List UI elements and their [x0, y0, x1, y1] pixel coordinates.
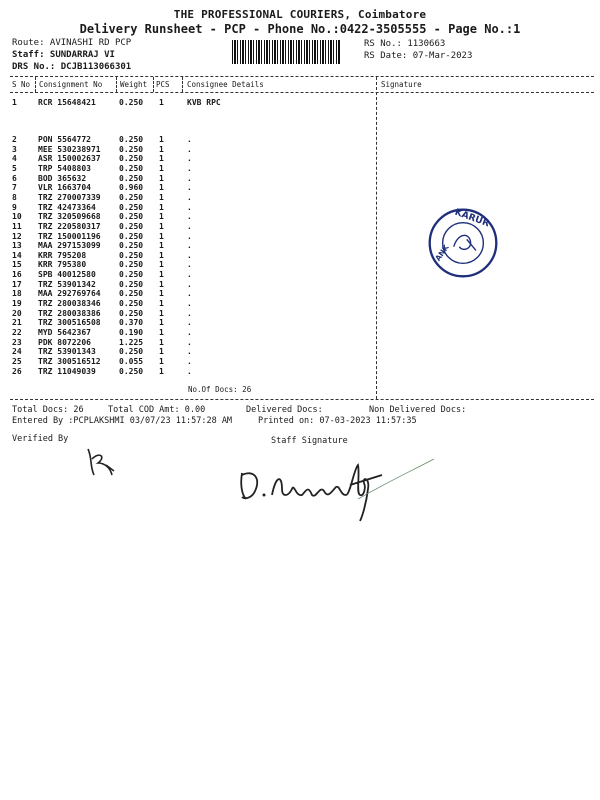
row-consignee-details: .: [187, 250, 192, 260]
row-consignee-details: .: [187, 328, 192, 337]
row-consignment-no: TRZ 280038346: [38, 299, 101, 309]
row-pcs: 1: [159, 328, 164, 337]
row-pcs: 1: [159, 212, 164, 222]
row-consignment-no: TRZ 320509668: [38, 212, 101, 222]
row-consignee-details: .: [187, 135, 192, 144]
table-row: [0, 212, 600, 222]
row-consignment-no: TRP 5408803: [38, 163, 91, 173]
row-pcs: 1: [159, 183, 164, 193]
row-weight: 0.055: [119, 356, 144, 366]
table-row: [0, 98, 600, 108]
col-weight-header: Weight: [120, 80, 148, 89]
row-consignment-no: TRZ 220580317: [38, 221, 101, 231]
table-row: [0, 183, 600, 193]
row-sno: 16: [12, 270, 22, 280]
rs-date: RS Date: 07-Mar-2023: [364, 51, 473, 61]
row-consignee-details: .: [187, 347, 192, 357]
row-consignment-no: TRZ 300516508: [38, 318, 101, 328]
row-weight: 0.250: [119, 163, 144, 173]
table-row: [0, 347, 600, 357]
row-consignee-details: .: [187, 202, 192, 212]
row-weight: 0.250: [119, 279, 144, 289]
row-consignment-no: RCR 15648421: [38, 98, 96, 107]
row-sno: 17: [12, 279, 22, 289]
row-weight: 0.250: [119, 98, 144, 107]
row-consignee-details: .: [187, 212, 192, 222]
row-sno: 2: [12, 135, 17, 144]
table-row: [0, 222, 600, 232]
row-sno: 13: [12, 241, 22, 251]
rs-number: RS No.: 1130663: [364, 39, 446, 49]
row-pcs: 1: [159, 163, 164, 173]
row-sno: 20: [12, 308, 22, 318]
row-sno: 11: [12, 221, 22, 231]
row-sno: 15: [12, 260, 22, 270]
row-pcs: 1: [159, 366, 164, 376]
row-weight: 0.250: [119, 250, 144, 260]
row-weight: 0.370: [119, 318, 144, 328]
row-weight: 0.250: [119, 144, 144, 154]
staff-label: Staff: SUNDARRAJ VI: [12, 50, 115, 60]
row-weight: 0.250: [119, 135, 144, 144]
row-consignment-no: TRZ 53901342: [38, 279, 96, 289]
route-label: Route: AVINASHI RD PCP: [12, 38, 132, 48]
delivered-docs: Delivered Docs:: [246, 405, 323, 415]
row-weight: 1.225: [119, 337, 144, 347]
column-header-rule: [10, 92, 594, 93]
row-weight: 0.250: [119, 289, 144, 299]
header-rule: [10, 76, 594, 77]
row-consignee-details: KVB RPC: [187, 98, 221, 107]
row-consignee-details: .: [187, 241, 192, 251]
row-pcs: 1: [159, 144, 164, 154]
row-consignee-details: .: [187, 299, 192, 309]
row-consignee-details: .: [187, 366, 192, 376]
row-weight: 0.250: [119, 202, 144, 212]
row-sno: 4: [12, 154, 17, 164]
table-row: [0, 318, 600, 328]
row-sno: 6: [12, 173, 17, 183]
row-weight: 0.250: [119, 260, 144, 270]
table-row: [0, 251, 600, 261]
table-row: [0, 328, 600, 338]
row-consignment-no: TRZ 300516512: [38, 356, 101, 366]
row-pcs: 1: [159, 347, 164, 357]
row-weight: 0.250: [119, 299, 144, 309]
col-pcs-header: PCS: [156, 80, 170, 89]
table-row: [0, 154, 600, 164]
table-row: [0, 135, 600, 145]
table-row: [0, 309, 600, 319]
table-row: [0, 193, 600, 203]
row-consignment-no: KRR 795208: [38, 250, 87, 260]
staff-signature-mark: [232, 455, 437, 525]
table-bottom-rule: [10, 399, 594, 400]
svg-text:ANK: ANK: [433, 243, 451, 263]
row-weight: 0.960: [119, 183, 144, 193]
row-pcs: 1: [159, 308, 164, 318]
row-sno: 21: [12, 318, 22, 328]
row-weight: 0.250: [119, 173, 144, 183]
row-consignment-no: KRR 795380: [38, 260, 87, 270]
row-sno: 1: [12, 98, 17, 107]
table-row: [0, 174, 600, 184]
row-consignee-details: .: [187, 163, 192, 173]
row-sno: 14: [12, 250, 22, 260]
row-weight: 0.250: [119, 221, 144, 231]
table-row: [0, 299, 600, 309]
row-sno: 10: [12, 212, 22, 222]
row-pcs: 1: [159, 221, 164, 231]
row-consignment-no: VLR 1663704: [38, 183, 91, 193]
total-docs: Total Docs: 26: [12, 405, 84, 415]
karur-stamp: [426, 206, 500, 280]
row-consignment-no: MEE 530238971: [38, 144, 101, 154]
row-sno: 25: [12, 356, 22, 366]
table-row: [0, 145, 600, 155]
table-row: [0, 367, 600, 377]
row-pcs: 1: [159, 289, 164, 299]
row-pcs: 1: [159, 192, 164, 202]
total-cod: Total COD Amt: 0.00: [108, 405, 206, 415]
row-pcs: 1: [159, 260, 164, 270]
row-pcs: 1: [159, 356, 164, 366]
row-pcs: 1: [159, 231, 164, 241]
barcode-graphic: [232, 40, 340, 64]
row-weight: 0.250: [119, 231, 144, 241]
row-sno: 7: [12, 183, 17, 193]
table-row: [0, 232, 600, 242]
row-pcs: 1: [159, 279, 164, 289]
row-consignee-details: .: [187, 356, 192, 366]
row-pcs: 1: [159, 98, 164, 107]
verified-by-label: Verified By: [12, 434, 69, 444]
row-consignment-no: ASR 150002637: [38, 154, 101, 164]
table-row: [0, 203, 600, 213]
row-consignee-details: .: [187, 231, 192, 241]
company-name: THE PROFESSIONAL COURIERS, Coimbatore: [173, 8, 427, 21]
row-consignment-no: MAA 297153099: [38, 241, 101, 251]
row-consignee-details: .: [187, 154, 192, 164]
row-pcs: 1: [159, 202, 164, 212]
no-of-docs: No.Of Docs: 26: [188, 385, 252, 394]
row-weight: 0.250: [119, 347, 144, 357]
row-consignment-no: TRZ 150001196: [38, 231, 101, 241]
row-weight: 0.250: [119, 241, 144, 251]
row-weight: 0.250: [119, 270, 144, 280]
row-weight: 0.250: [119, 366, 144, 376]
table-row: [0, 241, 600, 251]
row-consignee-details: .: [187, 318, 192, 328]
staff-signature-label: Staff Signature: [271, 436, 348, 446]
row-consignment-no: TRZ 270007339: [38, 192, 101, 202]
row-weight: 0.190: [119, 328, 144, 337]
row-consignment-no: BOD 365632: [38, 173, 87, 183]
row-sno: 22: [12, 328, 22, 337]
row-consignment-no: PON 5564772: [38, 135, 91, 144]
row-weight: 0.250: [119, 154, 144, 164]
table-row: [0, 270, 600, 280]
table-row: [0, 260, 600, 270]
drs-number: DRS No.: DCJB113066301: [12, 62, 132, 72]
non-delivered-docs: Non Delivered Docs:: [369, 405, 467, 415]
row-weight: 0.250: [119, 192, 144, 202]
row-consignee-details: .: [187, 183, 192, 193]
row-consignment-no: TRZ 53901343: [38, 347, 96, 357]
row-pcs: 1: [159, 173, 164, 183]
row-consignment-no: SPB 40012580: [38, 270, 96, 280]
row-sno: 24: [12, 347, 22, 357]
runsheet-title: Delivery Runsheet - PCP - Phone No.:0422-3505555 - Page No.:1: [79, 22, 521, 36]
row-consignee-details: .: [187, 289, 192, 299]
row-sno: 19: [12, 299, 22, 309]
row-consignee-details: .: [187, 173, 192, 183]
row-sno: 8: [12, 192, 17, 202]
row-consignment-no: TRZ 42473364: [38, 202, 96, 212]
row-pcs: 1: [159, 135, 164, 144]
row-consignee-details: .: [187, 260, 192, 270]
row-sno: 9: [12, 202, 17, 212]
row-sno: 18: [12, 289, 22, 299]
table-row: [0, 164, 600, 174]
svg-text:KARUR: KARUR: [453, 206, 491, 230]
row-pcs: 1: [159, 154, 164, 164]
table-row: [0, 338, 600, 348]
row-pcs: 1: [159, 318, 164, 328]
row-sno: 23: [12, 337, 22, 347]
row-pcs: 1: [159, 299, 164, 309]
table-row: [0, 289, 600, 299]
row-weight: 0.250: [119, 308, 144, 318]
row-sno: 3: [12, 144, 17, 154]
row-consignment-no: PDK 8072206: [38, 337, 91, 347]
row-pcs: 1: [159, 270, 164, 280]
row-weight: 0.250: [119, 212, 144, 222]
table-row: [0, 280, 600, 290]
row-pcs: 1: [159, 241, 164, 251]
row-consignee-details: .: [187, 221, 192, 231]
col-sno-header: S No: [12, 80, 31, 89]
row-consignment-no: TRZ 280038386: [38, 308, 101, 318]
row-sno: 12: [12, 231, 22, 241]
row-sno: 26: [12, 366, 22, 376]
row-consignee-details: .: [187, 270, 192, 280]
printed-on: Printed on: 07-03-2023 11:57:35: [258, 416, 417, 426]
verified-by-signature: [84, 445, 120, 481]
row-sno: 5: [12, 163, 17, 173]
row-consignee-details: .: [187, 279, 192, 289]
row-consignment-no: MYD 5642367: [38, 328, 91, 337]
row-consignee-details: .: [187, 337, 192, 347]
entered-by: Entered By :PCPLAKSHMI 03/07/23 11:57:28 AM: [12, 416, 233, 426]
col-consignment-header: Consignment No: [39, 80, 103, 89]
row-consignee-details: .: [187, 144, 192, 154]
row-pcs: 1: [159, 250, 164, 260]
row-pcs: 1: [159, 337, 164, 347]
col-signature-header: Signature: [381, 80, 422, 89]
row-consignment-no: TRZ 11049039: [38, 366, 96, 376]
row-consignee-details: .: [187, 192, 192, 202]
table-row: [0, 357, 600, 367]
col-details-header: Consignee Details: [187, 80, 264, 89]
row-consignment-no: MAA 292769764: [38, 289, 101, 299]
row-consignee-details: .: [187, 308, 192, 318]
